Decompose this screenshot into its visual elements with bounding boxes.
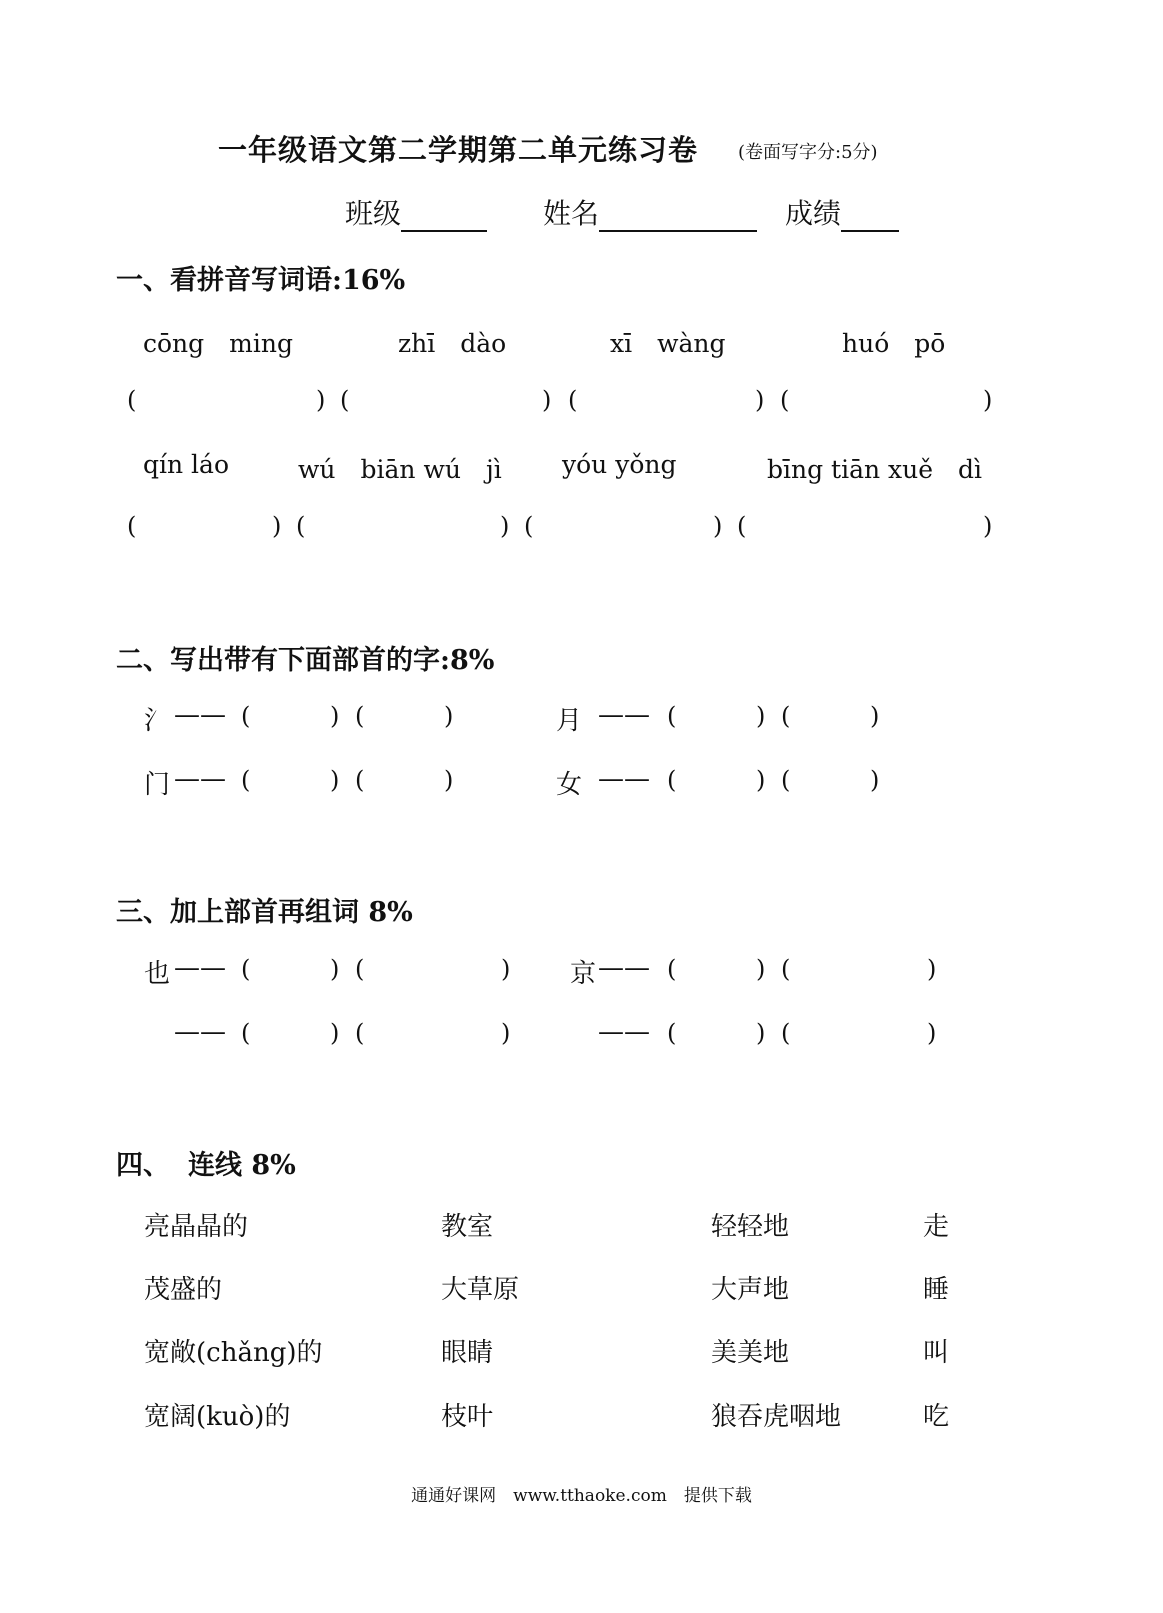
page-title: 一年级语文第二学期第二单元练习卷: [218, 133, 699, 167]
answer-paren-close: ): [542, 386, 552, 414]
radical-char: 月: [556, 706, 583, 736]
dash: ——: [598, 1017, 650, 1047]
pinyin-word: yóu yǒng: [562, 450, 677, 479]
answer-paren-close: ): [983, 512, 993, 540]
answer-paren-close: ): [444, 702, 454, 730]
name-field: [543, 192, 757, 232]
answer-paren-close: ): [501, 1019, 511, 1047]
dash: ——: [174, 700, 226, 730]
answer-paren-close: ): [330, 702, 340, 730]
match-item: 眼睛: [441, 1338, 494, 1368]
match-item: 教室: [441, 1212, 494, 1242]
match-item: 枝叶: [441, 1402, 494, 1432]
radical-char: 女: [556, 770, 583, 800]
answer-paren-open: (: [780, 386, 790, 414]
match-item: 宽阔(kuò)的: [144, 1402, 291, 1432]
answer-paren-open: (: [667, 702, 677, 730]
section1-heading: 一、看拼音写词语:16%: [116, 265, 406, 296]
score-label: 成绩: [785, 197, 842, 230]
answer-paren-close: ): [316, 386, 326, 414]
answer-paren-close: ): [330, 766, 340, 794]
answer-paren-open: (: [241, 955, 251, 983]
answer-paren-open: (: [296, 512, 306, 540]
base-char: 也: [144, 959, 171, 989]
answer-paren-open: (: [340, 386, 350, 414]
match-item: 茂盛的: [144, 1275, 223, 1305]
match-item: 大草原: [441, 1275, 520, 1305]
pinyin-word: wú biān wú jì: [298, 455, 502, 484]
match-item: 美美地: [711, 1338, 790, 1368]
match-item: 睡: [923, 1275, 950, 1305]
answer-paren-open: (: [781, 702, 791, 730]
answer-paren-open: (: [355, 1019, 365, 1047]
match-item: 亮晶晶的: [144, 1212, 249, 1242]
score-field: [785, 192, 899, 232]
match-item: 叫: [923, 1338, 950, 1368]
radical-char: 氵: [144, 706, 171, 736]
answer-paren-close: ): [713, 512, 723, 540]
answer-paren-close: ): [501, 955, 511, 983]
answer-paren-open: (: [241, 1019, 251, 1047]
answer-paren-close: ): [927, 955, 937, 983]
footer-source: 通通好课网 www.tthaoke.com 提供下载: [411, 1486, 752, 1506]
match-item: 狼吞虎咽地: [711, 1402, 842, 1432]
answer-paren-close: ): [756, 1019, 766, 1047]
answer-paren-open: (: [127, 386, 137, 414]
answer-paren-open: (: [737, 512, 747, 540]
section4-heading: 连线 8%: [188, 1150, 296, 1181]
pinyin-word: qín láo: [143, 450, 229, 479]
pinyin-word: xī wàng: [610, 329, 726, 358]
answer-paren-open: (: [781, 766, 791, 794]
answer-paren-close: ): [756, 766, 766, 794]
answer-paren-close: ): [272, 512, 282, 540]
section2-heading: 二、写出带有下面部首的字:8%: [116, 645, 495, 676]
answer-paren-close: ): [755, 386, 765, 414]
name-blank[interactable]: [599, 200, 757, 232]
dash: ——: [174, 953, 226, 983]
radical-char: 门: [144, 770, 171, 800]
answer-paren-close: ): [330, 955, 340, 983]
name-label: 姓名: [543, 197, 600, 230]
answer-paren-close: ): [927, 1019, 937, 1047]
handwriting-score-note: (卷面写字分:5分): [738, 142, 878, 163]
pinyin-word: zhī dào: [398, 329, 507, 358]
dash: ——: [174, 764, 226, 794]
answer-paren-open: (: [667, 955, 677, 983]
base-char: 京: [570, 959, 597, 989]
class-field: [345, 192, 487, 232]
match-item: 轻轻地: [711, 1212, 790, 1242]
answer-paren-close: ): [500, 512, 510, 540]
answer-paren-open: (: [355, 702, 365, 730]
section3-heading: 三、加上部首再组词 8%: [116, 897, 413, 928]
match-item: 吃: [923, 1402, 950, 1432]
answer-paren-open: (: [667, 1019, 677, 1047]
answer-paren-close: ): [870, 702, 880, 730]
answer-paren-open: (: [568, 386, 578, 414]
answer-paren-open: (: [241, 702, 251, 730]
answer-paren-open: (: [355, 955, 365, 983]
pinyin-word: bīng tiān xuě dì: [767, 455, 983, 484]
answer-paren-open: (: [524, 512, 534, 540]
match-item: 走: [923, 1212, 950, 1242]
answer-paren-close: ): [756, 702, 766, 730]
pinyin-word: huó pō: [842, 329, 946, 358]
answer-paren-close: ): [983, 386, 993, 414]
answer-paren-close: ): [756, 955, 766, 983]
match-item: 大声地: [711, 1275, 790, 1305]
match-item: 宽敞(chǎng)的: [144, 1338, 323, 1368]
answer-paren-close: ): [444, 766, 454, 794]
dash: ——: [174, 1017, 226, 1047]
class-blank[interactable]: [401, 200, 487, 232]
answer-paren-open: (: [781, 955, 791, 983]
answer-paren-open: (: [667, 766, 677, 794]
section4-heading-number: 四、: [116, 1150, 170, 1181]
answer-paren-open: (: [241, 766, 251, 794]
dash: ——: [598, 953, 650, 983]
class-label: 班级: [345, 197, 402, 230]
score-blank[interactable]: [841, 200, 899, 232]
answer-paren-open: (: [781, 1019, 791, 1047]
answer-paren-close: ): [870, 766, 880, 794]
answer-paren-open: (: [355, 766, 365, 794]
dash: ——: [598, 700, 650, 730]
dash: ——: [598, 764, 650, 794]
answer-paren-close: ): [330, 1019, 340, 1047]
pinyin-word: cōng ming: [143, 329, 293, 358]
answer-paren-open: (: [127, 512, 137, 540]
